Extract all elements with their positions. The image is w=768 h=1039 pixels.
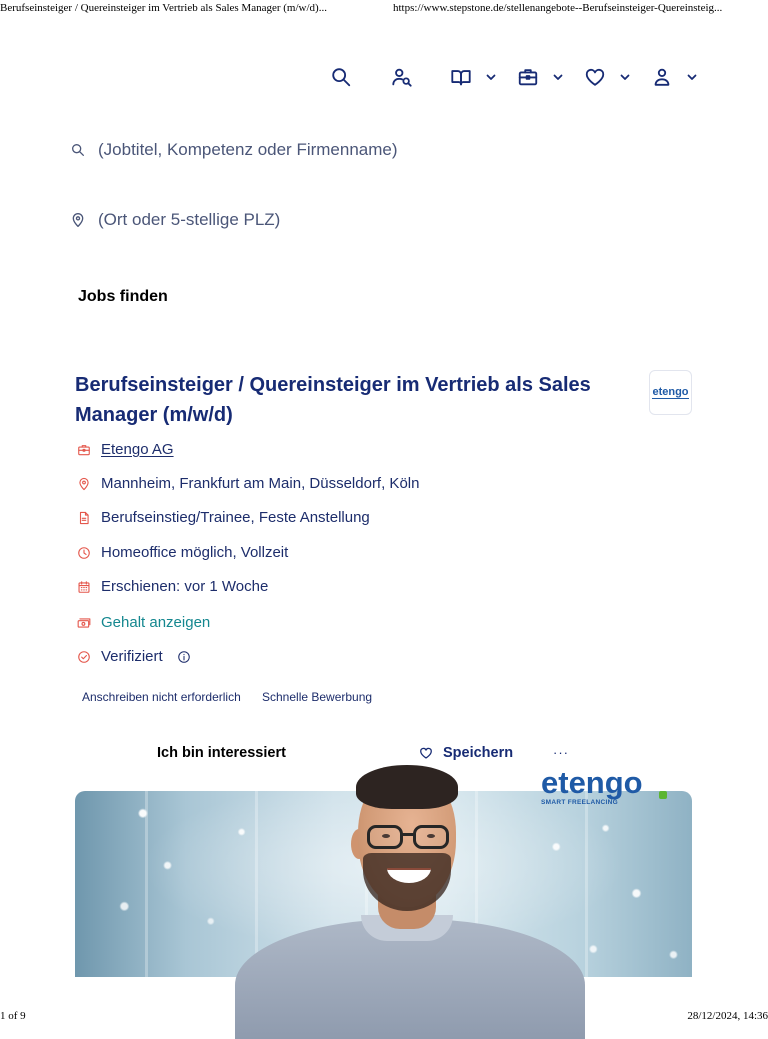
more-options-button[interactable]: ··· xyxy=(553,745,569,760)
verified-text: Verifiziert xyxy=(101,648,163,665)
photo-brand-wordmark: etengo xyxy=(541,765,643,800)
tag-no-cover-letter: Anschreiben nicht erforderlich xyxy=(82,690,241,704)
work-model-text: Homeoffice möglich, Vollzeit xyxy=(101,544,289,561)
chevron-down-icon xyxy=(485,71,497,83)
detail-published xyxy=(77,577,268,597)
interested-button[interactable]: Ich bin interessiert xyxy=(157,745,286,761)
published-text: Erschienen: vor 1 Woche xyxy=(101,578,269,595)
chevron-down-icon xyxy=(552,71,564,83)
nav-saved-jobs-menu[interactable] xyxy=(583,65,631,89)
save-job-button[interactable] xyxy=(419,744,513,762)
check-circle-icon xyxy=(77,650,91,664)
keyword-search-input[interactable] xyxy=(94,138,702,162)
info-icon[interactable] xyxy=(177,650,191,664)
search-icon xyxy=(70,142,86,158)
nav-search-button[interactable] xyxy=(329,65,353,89)
photo-brand-mark xyxy=(659,791,667,799)
photo-glasses-bridge xyxy=(401,833,415,836)
detail-verified xyxy=(77,647,191,667)
show-salary-link[interactable]: Gehalt anzeigen xyxy=(101,614,211,631)
briefcase-icon xyxy=(77,443,91,457)
location-search-input[interactable] xyxy=(94,208,702,232)
detail-salary xyxy=(77,613,210,633)
photo-glasses-lens xyxy=(367,825,403,849)
nav-job-search-profile-button[interactable] xyxy=(390,65,414,89)
locations-text: Mannheim, Frankfurt am Main, Düsseldorf, Köln xyxy=(101,475,420,492)
briefcase-icon xyxy=(516,65,540,89)
detail-work-model xyxy=(77,543,288,563)
employment-type-text: Berufseinstieg/Trainee, Feste Anstellung xyxy=(101,509,370,526)
print-footer-page: 1 of 9 xyxy=(0,1010,26,1022)
nav-account-menu[interactable] xyxy=(650,65,698,89)
job-hero-photo xyxy=(75,765,692,977)
photo-glasses-lens xyxy=(413,825,449,849)
detail-company xyxy=(77,440,174,460)
nav-jobs-menu[interactable] xyxy=(516,65,564,89)
book-icon xyxy=(449,65,473,89)
detail-employment-type xyxy=(77,508,370,528)
location-pin-icon xyxy=(77,477,91,491)
banknote-icon xyxy=(77,616,91,630)
job-title: Berufseinsteiger / Quereinsteiger im Vertrieb als Sales Manager (m/w/d) xyxy=(75,374,591,426)
location-pin-icon xyxy=(70,212,86,228)
user-icon xyxy=(650,65,674,89)
find-jobs-button[interactable]: Jobs finden xyxy=(78,288,168,305)
heart-icon xyxy=(583,65,607,89)
print-header-url: https://www.stepstone.de/stellenangebote--Berufseinsteiger-Quereinsteig... xyxy=(393,2,723,14)
chevron-down-icon xyxy=(619,71,631,83)
person-search-icon xyxy=(390,65,414,89)
heart-icon xyxy=(419,746,433,760)
tag-quick-apply: Schnelle Bewerbung xyxy=(262,690,373,704)
company-link[interactable]: Etengo AG xyxy=(101,441,174,458)
company-logo-text: etengo xyxy=(652,386,689,398)
detail-locations xyxy=(77,474,419,494)
calendar-icon xyxy=(77,580,91,594)
save-label: Speichern xyxy=(443,745,514,761)
photo-person-hair xyxy=(356,765,458,809)
print-header-title: Berufseinsteiger / Quereinsteiger im Vertrieb als Sales Manager (m/w/d)... xyxy=(0,2,327,14)
print-footer-datetime: 28/12/2024, 14:36 xyxy=(687,1010,768,1022)
document-icon xyxy=(77,511,91,525)
chevron-down-icon xyxy=(686,71,698,83)
company-logo[interactable] xyxy=(649,370,692,415)
nav-career-advice-menu[interactable] xyxy=(449,65,497,89)
search-icon xyxy=(329,65,353,89)
clock-icon xyxy=(77,546,91,560)
photo-brand-tagline: SMART FREELANCING xyxy=(541,799,618,806)
